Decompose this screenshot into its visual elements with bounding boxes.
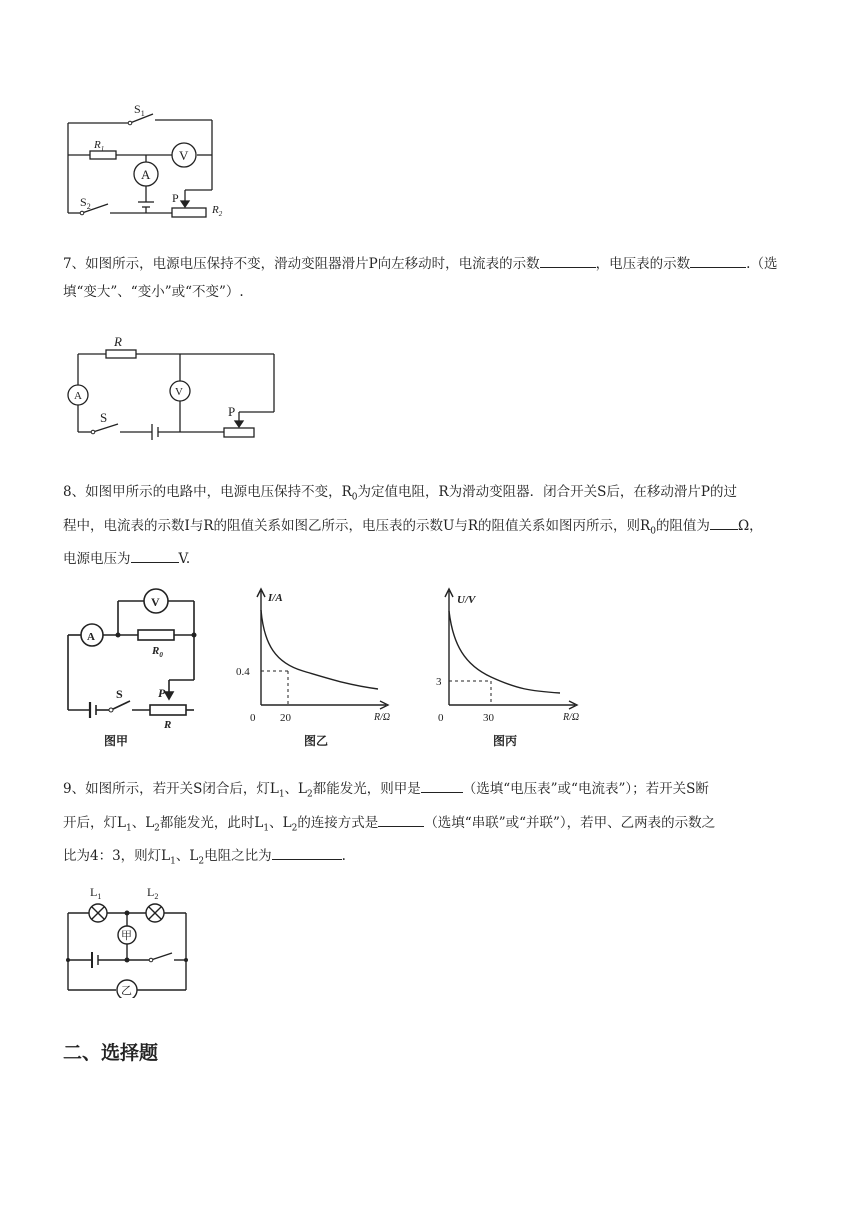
r-label: R	[114, 334, 122, 349]
q9-line-1: 9、如图所示，若开关S闭合后，灯$L_1$、$L_2$都能发光，则甲是 （选填“电压表”或“电流表”）；若开关S断	[63, 775, 799, 809]
question-8	[63, 478, 799, 573]
figure-yi-graph	[228, 585, 408, 750]
question-7	[63, 250, 799, 306]
origin-label: 0	[438, 712, 444, 724]
x-tick-label: 30	[483, 712, 494, 724]
y-axis-label: U/V	[457, 594, 476, 606]
origin-label: 0	[250, 712, 256, 724]
y-axis-label: I/A	[268, 592, 283, 604]
q8-blank-r0[interactable]	[710, 515, 738, 530]
q8-line-1: 8、如图甲所示的电路中，电源电压保持不变，$R_0$为定值电阻，R为滑动变阻器．闭合开关S后，在移动滑片P的过	[63, 484, 737, 503]
q7-line-1: 7、如图所示，电源电压保持不变，滑动变阻器滑片P向左移动时，电流表的示数 ，电压表的示数 .（选	[63, 250, 799, 278]
figure-bing-caption: 图丙	[493, 734, 518, 748]
figure-jia-circuit	[60, 585, 220, 750]
figure-jia-caption: 图甲	[104, 734, 129, 748]
figure-yi-caption: 图乙	[304, 734, 329, 748]
q8-line-2: 程中，电流表的示数I与R的阻值关系如图乙所示，电压表的示数U与R的阻值关系如图丙所示，则$R_0$的阻值为 Ω，	[63, 512, 799, 546]
switch-s-label: S	[100, 410, 108, 425]
slider-p-label: P	[172, 191, 179, 205]
circuit-diagram-q9	[60, 878, 200, 998]
slider-p-label: P	[158, 686, 166, 700]
lamp-l1-label: $L_1$	[90, 885, 102, 901]
q7-line-2: 填“变大”、“变小”或“不变”）.	[63, 284, 244, 300]
r1-label: $R_1$	[94, 139, 105, 153]
y-tick-label: 3	[436, 676, 442, 688]
y-tick-label: 0.4	[236, 666, 250, 678]
meter-yi-label: 乙	[121, 985, 132, 997]
ammeter-label: A	[74, 390, 82, 402]
q9-line-3: 比为4：3，则灯$L_1$、$L_2$电阻之比为 .	[63, 842, 799, 876]
circuit-diagram-q7	[62, 332, 282, 450]
figure-bing-graph	[425, 585, 605, 750]
r2-label: $R_2$	[212, 204, 223, 218]
ammeter-label: A	[141, 167, 151, 182]
lamp-l2-label: $L_2$	[147, 885, 159, 901]
q9-line-2: 开后，灯$L_1$、$L_2$都能发光，此时$L_1$、$L_2$的连接方式是 （选填“串联”或“并联”），若甲、乙两表的示数之	[63, 809, 799, 843]
question-9	[63, 775, 799, 876]
r-label: R	[164, 719, 172, 731]
x-tick-label: 20	[280, 712, 291, 724]
slider-p-label: P	[228, 404, 236, 419]
x-axis-label: R/Ω	[563, 712, 580, 723]
q7-blank-voltage[interactable]	[690, 253, 746, 268]
s2-label: $S_2$	[80, 195, 91, 211]
q9-blank-ratio[interactable]	[272, 845, 342, 860]
q7-blank-current[interactable]	[540, 253, 596, 268]
s1-label: $S_1$	[134, 102, 145, 118]
q9-blank-meter-type[interactable]	[421, 778, 463, 793]
switch-s-label: S	[116, 687, 123, 701]
voltmeter-label: V	[179, 148, 189, 163]
x-axis-label: R/Ω	[374, 712, 391, 723]
circuit-diagram-q6	[60, 100, 240, 225]
voltmeter-label: V	[151, 595, 160, 609]
section-heading: 二、选择题	[63, 1042, 159, 1064]
q8-line-3: 电源电压为 V.	[63, 545, 799, 573]
voltmeter-label: V	[175, 386, 183, 398]
r0-label: $R_0$	[152, 645, 163, 659]
meter-jia-label: 甲	[121, 930, 132, 942]
ammeter-label: A	[87, 631, 95, 643]
q8-blank-voltage[interactable]	[131, 548, 179, 563]
q9-blank-connection[interactable]	[378, 812, 424, 827]
